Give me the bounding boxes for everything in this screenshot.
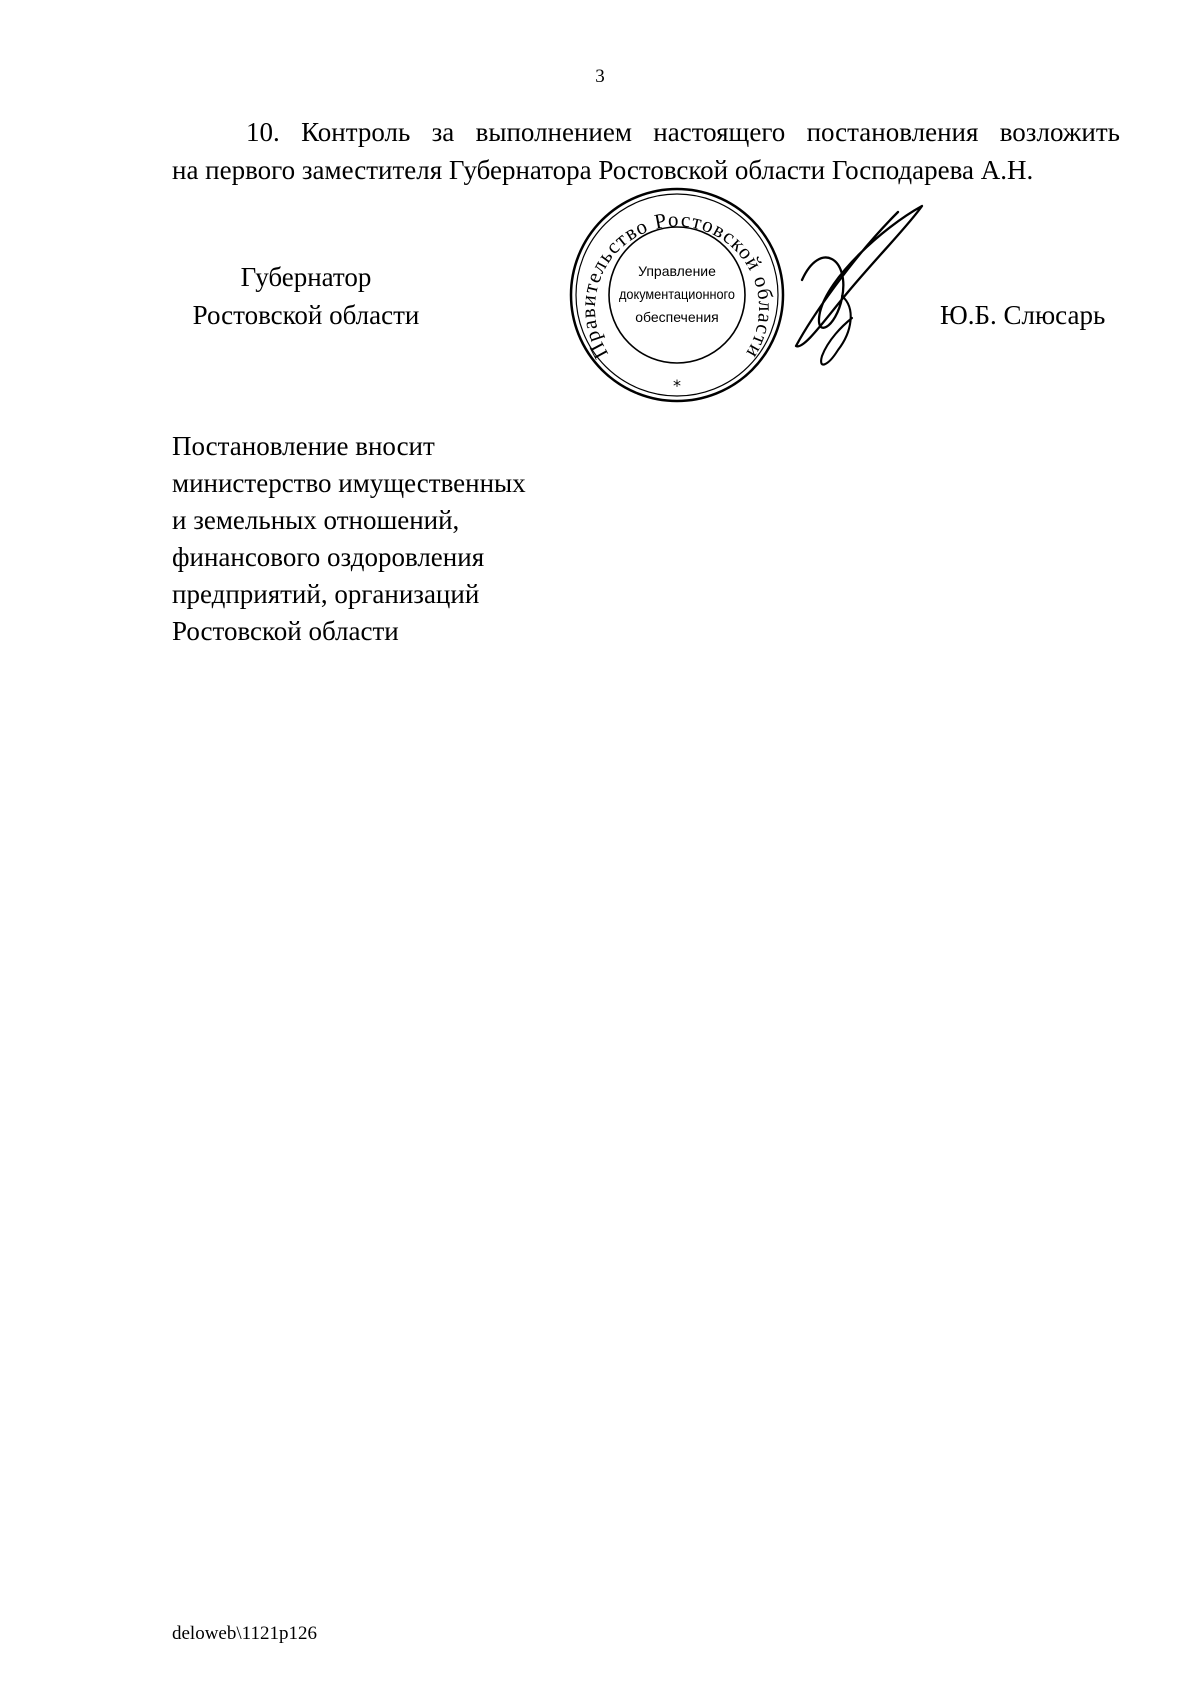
submitter-line-4: финансового оздоровления <box>172 542 485 572</box>
official-stamp <box>567 185 787 405</box>
governor-title <box>176 258 436 334</box>
governor-title-line-1: Губернатор <box>240 262 372 292</box>
stamp-center-line-2: документационного <box>619 286 736 302</box>
governor-name: Ю.Б. Слюсарь <box>940 300 1106 330</box>
submitter-line-3: и земельных отношений, <box>172 505 460 535</box>
submitter-line-5: предприятий, организаций <box>172 579 480 609</box>
governor-title-line-2: Ростовской области <box>192 300 420 330</box>
page-number: 3 <box>595 66 605 87</box>
handwritten-signature <box>790 200 950 380</box>
submitter-block <box>172 428 526 650</box>
stamp-star: * <box>673 376 681 395</box>
stamp-center-line-3: обеспечения <box>635 309 719 325</box>
submitter-line-6: Ростовской области <box>172 616 399 646</box>
stamp-center-line-1: Управление <box>638 263 716 279</box>
submitter-line-1: Постановление вносит <box>172 431 435 461</box>
control-paragraph <box>172 113 1120 189</box>
paragraph-line-2: на первого заместителя Губернатора Ростовской области Господарева А.Н. <box>172 155 1034 185</box>
submitter-line-2: министерство имущественных <box>172 468 526 498</box>
footer-doc-code: deloweb\1121p126 <box>172 1623 317 1644</box>
stamp-ring-text: Правительство Ростовской области <box>575 207 779 364</box>
paragraph-line-1: 10. Контроль за выполнением настоящего постановления возложить <box>246 117 1120 147</box>
